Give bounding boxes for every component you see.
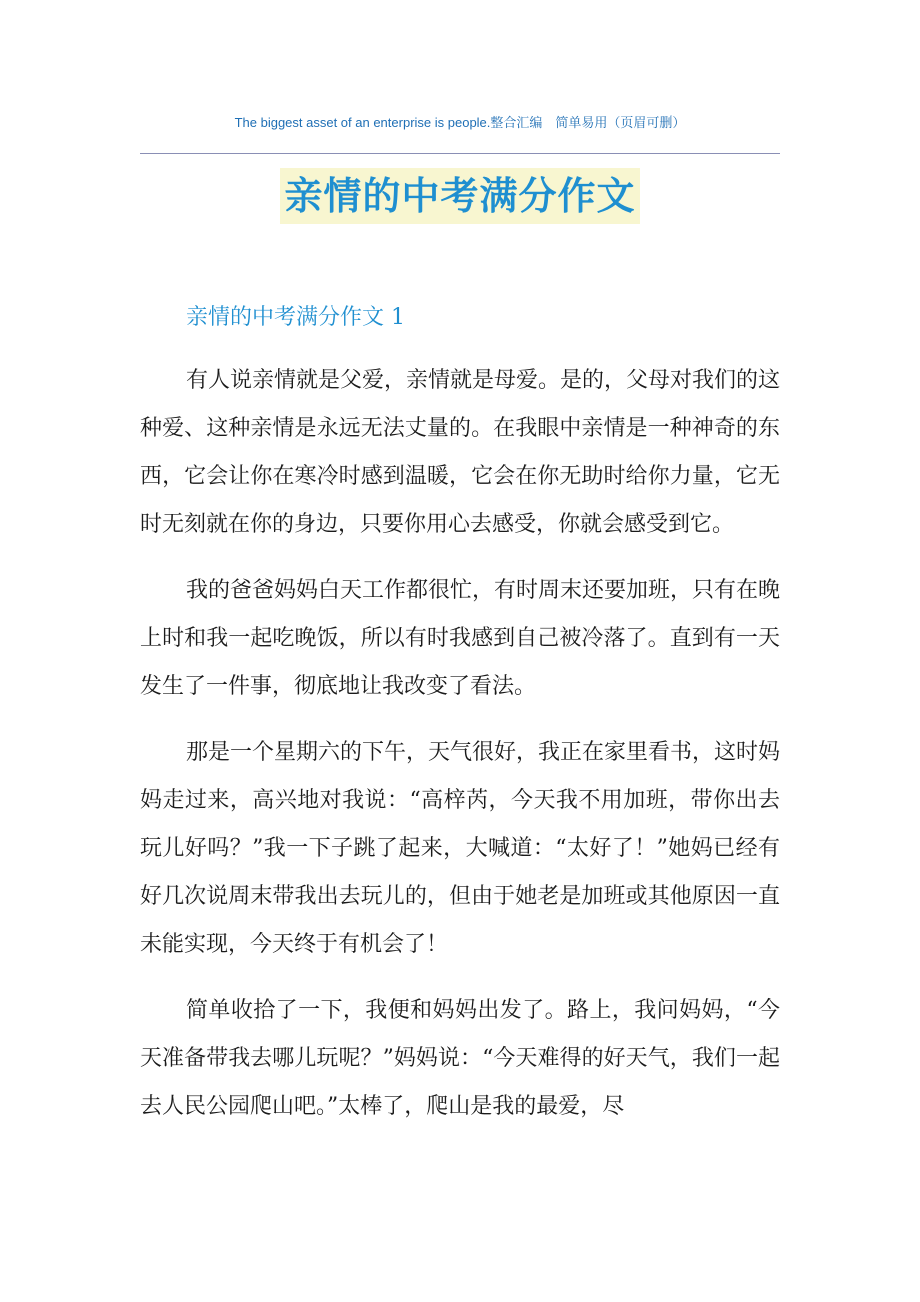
- paragraph-1: 有人说亲情就是父爱，亲情就是母爱。是的，父母对我们的这种爱、这种亲情是永远无法丈量的。在我眼中亲情是一种神奇的东西，它会让你在寒冷时感到温暖，它会在你无助时给你力量，它无时无刻就在你的身边，只要你用心去感受，你就会感受到它。: [140, 368, 781, 537]
- document-body: [140, 357, 780, 1149]
- document-title: 亲情的中考满分作文: [280, 168, 639, 224]
- header-english-text: The biggest asset of an enterprise is people.: [234, 115, 491, 130]
- paragraph-4: 简单收拾了一下，我便和妈妈出发了。路上，我问妈妈，“今天准备带我去哪儿玩呢？”妈妈说：“今天难得的好天气，我们一起去人民公园爬山吧。”太棒了，爬山是我的最爱，尽: [140, 998, 780, 1119]
- title-wrapper: [0, 168, 920, 224]
- header-divider: [140, 153, 780, 154]
- paragraph-3: 那是一个星期六的下午，天气很好，我正在家里看书，这时妈妈走过来，高兴地对我说：“高梓芮，今天我不用加班，带你出去玩儿好吗？”我一下子跳了起来，大喊道：“太好了！”她妈已经有好几次说周末带我出去玩儿的，但由于她老是加班或其他原因一直未能实现，今天终于有机会了！: [140, 740, 781, 957]
- paragraph-2: 我的爸爸妈妈白天工作都很忙，有时周末还要加班，只有在晚上时和我一起吃晚饭，所以有时我感到自己被冷落了。直到有一天发生了一件事，彻底地让我改变了看法。: [140, 578, 781, 699]
- header-chinese-text: 整合汇编 简单易用（页眉可删）: [490, 116, 686, 131]
- section-heading: 亲情的中考满分作文 1: [186, 305, 405, 330]
- page-header: [140, 112, 780, 131]
